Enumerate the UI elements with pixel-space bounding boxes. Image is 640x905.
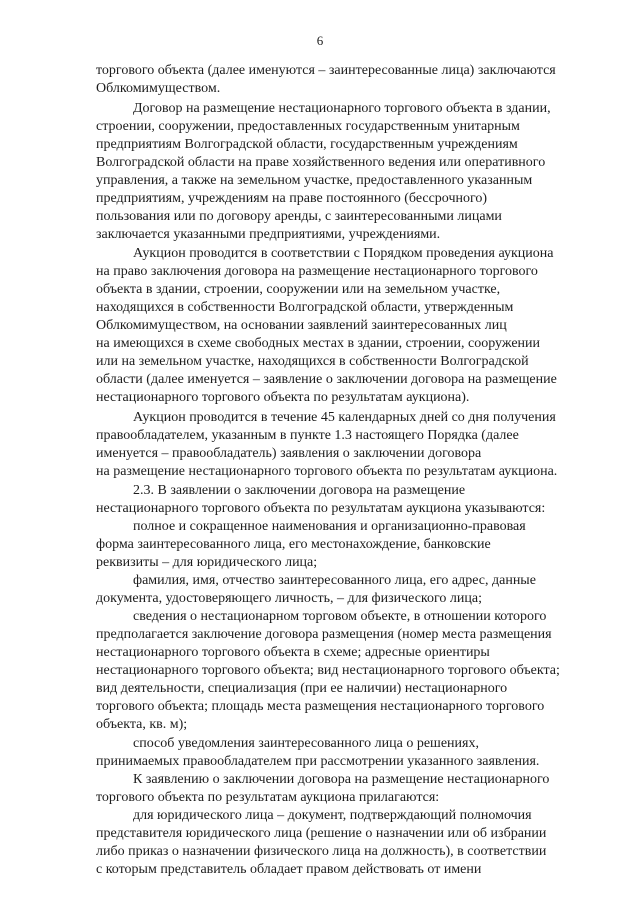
text-line: форма заинтересованного лица, его местонахождение, банковские — [96, 537, 491, 552]
text-line: реквизиты – для юридического лица; — [96, 555, 318, 570]
text-line: объекта, кв. м); — [96, 717, 188, 732]
text-line: нестационарного торгового объекта по результатам аукциона). — [96, 390, 470, 405]
page-number: 6 — [316, 33, 324, 48]
text-line: Аукцион проводится в соответствии с Порядком проведения аукциона — [133, 246, 554, 261]
text-line: на имеющихся в схеме свободных местах в здании, строении, сооружении — [96, 336, 541, 351]
text-line: находящихся в собственности Волгоградской области, утвержденным — [96, 300, 514, 315]
paragraph-4 — [96, 409, 599, 481]
text-line: правообладателем, указанным в пункте 1.3 настоящего Порядка (далее — [96, 428, 519, 443]
text-line: вид деятельности, специализация (при ее наличии) нестационарного — [96, 681, 508, 696]
text-line: фамилия, имя, отчество заинтересованного лица, его адрес, данные — [133, 573, 536, 588]
text-line: торгового объекта (далее именуются – заинтересованные лица) заключаются — [96, 63, 556, 78]
paragraph-3 — [96, 245, 599, 407]
paragraph-9 — [96, 735, 599, 771]
text-line: с которым представитель обладает правом действовать от имени — [96, 862, 482, 877]
text-line: предприятиям, учреждениям на праве постоянного (бессрочного) — [96, 191, 488, 206]
text-line: торгового объекта по результатам аукциона прилагаются: — [96, 790, 440, 805]
text-line: Договор на размещение нестационарного торгового объекта в здании, — [133, 101, 551, 116]
text-line: представителя юридического лица (решение о назначении или об избрании — [96, 826, 547, 841]
text-line: сведения о нестационарном торговом объекте, в отношении которого — [133, 609, 547, 624]
text-line: области (далее именуется – заявление о заключении договора на размещение — [96, 372, 557, 387]
text-line: способ уведомления заинтересованного лица о решениях, — [133, 736, 479, 751]
text-line: 2.3. В заявлении о заключении договора на размещение — [133, 483, 466, 498]
text-line: Облкомимуществом, на основании заявлений заинтересованных лиц — [96, 318, 507, 333]
text-line: для юридического лица – документ, подтверждающий полномочия — [133, 808, 532, 823]
text-line: торгового объекта; площадь места размещения нестационарного торгового — [96, 699, 545, 714]
paragraph-6 — [96, 518, 599, 572]
text-line: нестационарного торгового объекта; вид нестационарного торгового объекта; — [96, 663, 560, 678]
text-line: полное и сокращенное наименования и организационно-правовая — [133, 519, 526, 534]
text-line: пользования или по договору аренды, с заинтересованными лицами — [96, 209, 502, 224]
text-line: Аукцион проводится в течение 45 календарных дней со дня получения — [133, 410, 556, 425]
text-line: строении, сооружении, предоставленных государственным унитарным — [96, 119, 520, 134]
paragraph-1 — [96, 62, 599, 98]
paragraph-5 — [96, 482, 599, 518]
text-line: предполагается заключение договора размещения (номер места размещения — [96, 627, 552, 642]
paragraph-10 — [96, 771, 599, 807]
paragraph-2 — [96, 100, 599, 244]
text-line: управления, а также на земельном участке, предоставленного указанным — [96, 173, 533, 188]
text-line: объекта в здании, строении, сооружении или на земельном участке, — [96, 282, 501, 297]
text-line: именуется – правообладатель) заявления о заключении договора — [96, 446, 482, 461]
text-line: Волгоградской области на праве хозяйственного ведения или оперативного — [96, 155, 546, 170]
text-line: либо приказ о назначении физического лица на должность), в соответствии — [96, 844, 547, 859]
text-line: на размещение нестационарного торгового объекта по результатам аукциона. — [96, 464, 558, 479]
text-line: или на земельном участке, находящихся в собственности Волгоградской — [96, 354, 529, 369]
paragraph-7 — [96, 572, 599, 608]
text-line: нестационарного торгового объекта в схеме; адресные ориентиры — [96, 645, 490, 660]
text-line: принимаемых правообладателем при рассмотрении указанного заявления. — [96, 754, 540, 769]
text-line: документа, удостоверяющего личность, – для физического лица; — [96, 591, 482, 606]
text-line: нестационарного торгового объекта по результатам аукциона указываются: — [96, 501, 546, 516]
text-line: К заявлению о заключении договора на размещение нестационарного — [133, 772, 550, 787]
text-line: заключается указанными предприятиями, учреждениями. — [96, 227, 441, 242]
paragraph-8 — [96, 608, 599, 734]
paragraph-11 — [96, 807, 599, 879]
text-line: на право заключения договора на размещение нестационарного торгового — [96, 264, 538, 279]
text-line: Облкомимуществом. — [96, 81, 221, 96]
text-line: предприятиям Волгоградской области, государственным учреждениям — [96, 137, 518, 152]
